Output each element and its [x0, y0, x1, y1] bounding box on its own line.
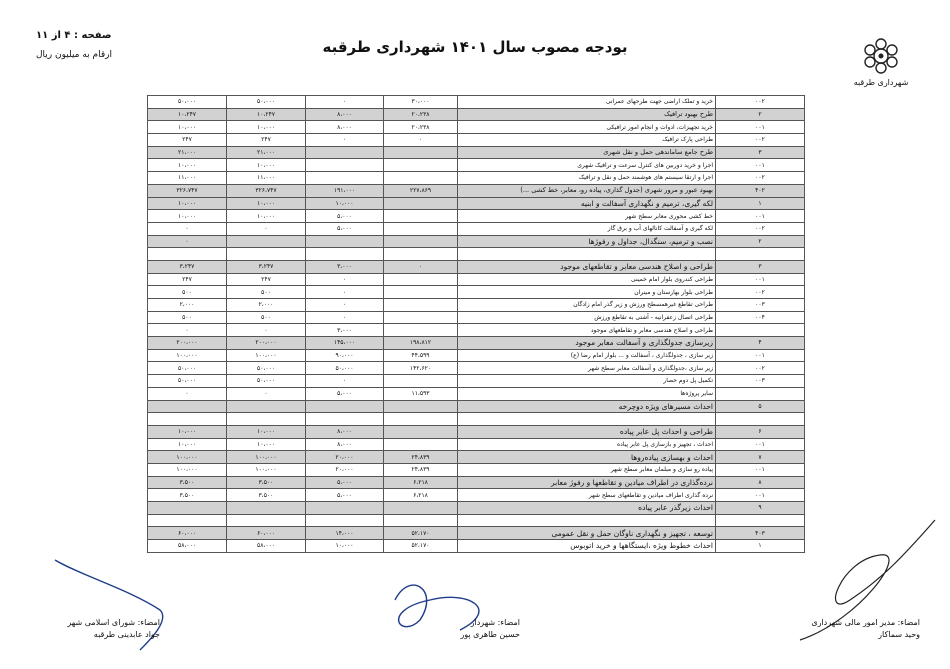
- logo-caption: شهرداری طرقبه: [853, 78, 909, 87]
- amount-col-1: ۲۰،۲۳۸: [384, 121, 458, 134]
- amount-col-4: ۲۴۷: [148, 134, 227, 147]
- amount-col-4: ۱۱،۰۰۰: [148, 172, 227, 185]
- amount-col-1: ۴۴،۵۹۹: [384, 349, 458, 362]
- amount-col-4: ۱۰،۰۰۰: [148, 210, 227, 223]
- amount-col-4: ۱۰،۰۰۰: [148, 438, 227, 451]
- amount-col-3: ۳،۲۴۷: [227, 260, 306, 273]
- amount-col-3: ۱۰۰،۰۰۰: [227, 463, 306, 476]
- code-cell: ۶: [716, 425, 805, 438]
- amount-col-1: ۲۴،۸۳۹: [384, 463, 458, 476]
- amount-col-1: ۰: [384, 260, 458, 273]
- amount-col-3: ۳،۵۰۰: [227, 489, 306, 502]
- description-cell: احداث مسیرهای ویژه دوچرخه: [458, 400, 716, 413]
- code-cell: ۰۰۲: [716, 96, 805, 109]
- description-cell: پیاده رو سازی و مبلمان معابر سطح شهر: [458, 463, 716, 476]
- amount-col-3: ۲۰۰،۰۰۰: [227, 337, 306, 350]
- description-cell: تکمیل پل دوم حصار: [458, 375, 716, 388]
- amount-col-4: ۱۰،۰۰۰: [148, 121, 227, 134]
- code-cell: ۵: [716, 400, 805, 413]
- amount-col-2: ۵،۰۰۰: [306, 387, 384, 400]
- mayor-signature-name: حسین طاهری پور: [460, 630, 520, 639]
- amount-col-4: ۱۰،۰۰۰: [148, 425, 227, 438]
- amount-col-4: ۰: [148, 387, 227, 400]
- code-cell: ۳: [716, 146, 805, 159]
- amount-col-2: ۵،۰۰۰: [306, 489, 384, 502]
- code-cell: ۰۰۱: [716, 159, 805, 172]
- amount-col-4: ۰: [148, 222, 227, 235]
- code-cell: ۰۰۱: [716, 210, 805, 223]
- description-cell: اجرا و خرید دوربین های کنترل سرعت و ترافیک شهری: [458, 159, 716, 172]
- amount-col-2: ۸،۰۰۰: [306, 121, 384, 134]
- amount-col-1: ۱۱،۵۹۳: [384, 387, 458, 400]
- description-cell: اجرا و ارتقا سیستم های هوشمند حمل و نقل و ترافیک: [458, 172, 716, 185]
- amount-col-2: ۱۰،۰۰۰: [306, 540, 384, 553]
- description-cell: طراحی و اصلاح هندسی معابر و تقاطعهای موجود: [458, 324, 716, 337]
- amount-col-4: ۶۰،۰۰۰: [148, 527, 227, 540]
- amount-col-4: ۳،۵۰۰: [148, 476, 227, 489]
- description-cell: بهبود عبور و مرور شهری (جدول گذاری، پیاده رو، معابر، خط کشی ...): [458, 184, 716, 197]
- amount-col-2: ۵،۰۰۰: [306, 222, 384, 235]
- amount-col-3: ۱۱،۰۰۰: [227, 172, 306, 185]
- amount-col-4: ۵۰،۰۰۰: [148, 362, 227, 375]
- code-cell: ۰۰۲: [716, 222, 805, 235]
- amount-col-1: ۱۴۲،۶۲۰: [384, 362, 458, 375]
- amount-col-4: ۵۰،۰۰۰: [148, 96, 227, 109]
- amount-col-4: ۳،۵۰۰: [148, 489, 227, 502]
- code-cell: ۷: [716, 451, 805, 464]
- code-cell: ۲: [716, 108, 805, 121]
- amount-col-1: ۳۰،۰۰۰: [384, 96, 458, 109]
- amount-col-1: ۵۲،۱۷۰: [384, 527, 458, 540]
- description-cell: طراحی کندروی بلوار امام خمینی: [458, 273, 716, 286]
- amount-col-1: ۲۰،۲۳۸: [384, 108, 458, 121]
- amount-col-1: ۶،۲۱۸: [384, 489, 458, 502]
- code-cell: ۲: [716, 235, 805, 248]
- council-signature-name: جواد عابدینی طرقبه: [93, 630, 160, 639]
- amount-col-2: ۵۰،۰۰۰: [306, 362, 384, 375]
- finance-signature-title: امضاء: مدیر امور مالی شهرداری: [811, 618, 920, 627]
- code-cell: ۰۰۲: [716, 362, 805, 375]
- code-cell: ۹: [716, 502, 805, 515]
- amount-col-2: ۳،۰۰۰: [306, 260, 384, 273]
- amount-col-1: ۲۲۷،۸۶۹: [384, 184, 458, 197]
- description-cell: طراحی و احداث پل عابر پیاده: [458, 425, 716, 438]
- code-cell: ۰۰۱: [716, 463, 805, 476]
- amount-col-2: ۰: [306, 311, 384, 324]
- code-cell: ۰۰۳: [716, 299, 805, 312]
- amount-col-4: ۱۰،۰۰۰: [148, 197, 227, 210]
- code-cell: ۰۰۲: [716, 286, 805, 299]
- amount-col-1: ۱۹۸،۸۱۲: [384, 337, 458, 350]
- code-cell: ۴۰۳: [716, 527, 805, 540]
- amount-col-2: ۸،۰۰۰: [306, 438, 384, 451]
- finance-signature: [770, 617, 920, 641]
- description-cell: طراحی پارک ترافیک: [458, 134, 716, 147]
- description-cell: نرده‌گذاری در اطراف میادین و تقاطعها و رفوژ معابر: [458, 476, 716, 489]
- amount-col-3: ۲۴۷: [227, 134, 306, 147]
- amount-col-4: ۲،۰۰۰: [148, 299, 227, 312]
- amount-col-3: ۵۰،۰۰۰: [227, 96, 306, 109]
- amount-col-4: ۱۰۰،۰۰۰: [148, 451, 227, 464]
- amount-col-3: ۲،۰۰۰: [227, 299, 306, 312]
- description-cell: احداث خطوط ویژه ،ایستگاهها و خرید اتوبوس: [458, 540, 716, 553]
- units-note: ارقام به میلیون ریال: [36, 50, 112, 60]
- amount-col-4: ۱۰،۲۴۷: [148, 108, 227, 121]
- amount-col-4: ۲۰۰،۰۰۰: [148, 337, 227, 350]
- amount-col-1: ۰: [384, 134, 458, 147]
- description-cell: نرده گذاری اطراف میادین و تقاطعهای سطح شهر: [458, 489, 716, 502]
- amount-col-3: ۵۰۰: [227, 286, 306, 299]
- description-cell: طرح بهبود ترافیک: [458, 108, 716, 121]
- finance-signature-name: وحید سماکار: [878, 630, 920, 639]
- description-cell: لکه گیری و آسفالت کانالهای آب و برق گاز: [458, 222, 716, 235]
- code-cell: ۰۰۱: [716, 273, 805, 286]
- amount-col-3: ۵۰،۰۰۰: [227, 375, 306, 388]
- amount-col-3: ۶۰،۰۰۰: [227, 527, 306, 540]
- amount-col-3: ۳،۵۰۰: [227, 476, 306, 489]
- amount-col-4: ۳،۲۴۷: [148, 260, 227, 273]
- amount-col-4: ۰: [148, 235, 227, 248]
- amount-col-3: ۱۰۰،۰۰۰: [227, 451, 306, 464]
- amount-col-2: ۰: [306, 299, 384, 312]
- description-cell: سایر پروژه‌ها: [458, 387, 716, 400]
- amount-col-4: ۱۰،۰۰۰: [148, 159, 227, 172]
- amount-col-2: ۲۰،۰۰۰: [306, 451, 384, 464]
- description-cell: طراحی اتصال زعفرانیه - آشتی به تقاطع ورزش: [458, 311, 716, 324]
- description-cell: نصب و ترمیم، سنگدال، جداول و رفوژها: [458, 235, 716, 248]
- code-cell: ۰۰۲: [716, 172, 805, 185]
- page-title: بودجه مصوب سال ۱۴۰۱ شهرداری طرقبه: [322, 38, 628, 56]
- description-cell: توسعه ، تجهیز و نگهداری ناوگان حمل و نقل عمومی: [458, 527, 716, 540]
- amount-col-2: ۵،۰۰۰: [306, 210, 384, 223]
- code-cell: ۰۰۳: [716, 375, 805, 388]
- description-cell: خرید و تملک اراضی جهت طرحهای عمرانی: [458, 96, 716, 109]
- amount-col-2: ۹۰،۰۰۰: [306, 349, 384, 362]
- amount-col-2: ۰: [306, 134, 384, 147]
- amount-col-4: ۵۰۰: [148, 311, 227, 324]
- amount-col-2: ۸،۰۰۰: [306, 108, 384, 121]
- amount-col-2: ۱۴۵،۰۰۰: [306, 337, 384, 350]
- description-cell: طرح جامع ساماندهی حمل و نقل شهری: [458, 146, 716, 159]
- amount-col-3: ۲۴۷: [227, 273, 306, 286]
- description-cell: طراحی بلوار بهارستان و مینران: [458, 286, 716, 299]
- amount-col-4: ۵۰۰: [148, 286, 227, 299]
- amount-col-3: ۵۰۰: [227, 311, 306, 324]
- description-cell: طراحی و اصلاح هندسی معابر و تقاطعهای موجود: [458, 260, 716, 273]
- amount-col-3: ۱۰،۰۰۰: [227, 197, 306, 210]
- amount-col-3: ۱۰۰،۰۰۰: [227, 349, 306, 362]
- code-cell: ۱: [716, 540, 805, 553]
- council-signature-title: امضاء: شورای اسلامی شهر: [67, 618, 160, 627]
- code-cell: ۰۰۴: [716, 311, 805, 324]
- description-cell: لکه گیری، ترمیم و نگهداری آسفالت و ابنیه: [458, 197, 716, 210]
- amount-col-4: ۱۰۰،۰۰۰: [148, 349, 227, 362]
- amount-col-2: ۰: [306, 375, 384, 388]
- amount-col-3: ۱۰،۰۰۰: [227, 425, 306, 438]
- amount-col-2: ۱۰،۰۰۰: [306, 197, 384, 210]
- code-cell: ۸: [716, 476, 805, 489]
- description-cell: زیرسازی جدولگذاری و آسفالت معابر موجود: [458, 337, 716, 350]
- description-cell: خط کشی محوری معابر سطح شهر: [458, 210, 716, 223]
- amount-col-4: ۱۰۰،۰۰۰: [148, 463, 227, 476]
- amount-col-3: ۰: [227, 222, 306, 235]
- description-cell: خرید تجهیزات، ادوات و انجام امور ترافیکی: [458, 121, 716, 134]
- description-cell: احداث ، تجهیز و بازسازی پل عابر پیاده: [458, 438, 716, 451]
- description-cell: زیر سازی ، جدولگذاری ، آسفالت و ... بلوار امام رضا (ع): [458, 349, 716, 362]
- amount-col-2: ۸،۰۰۰: [306, 425, 384, 438]
- description-cell: طراحی تقاطع غیرهمسطح ورزش و زیر گذر امام زادگان: [458, 299, 716, 312]
- amount-col-3: ۲۱،۰۰۰: [227, 146, 306, 159]
- code-cell: ۰۰۱: [716, 121, 805, 134]
- code-cell: ۱: [716, 197, 805, 210]
- code-cell: ۴: [716, 337, 805, 350]
- description-cell: احداث زیرگذر عابر پیاده: [458, 502, 716, 515]
- amount-col-4: ۰: [148, 324, 227, 337]
- amount-col-3: ۵۰،۰۰۰: [227, 362, 306, 375]
- description-cell: احداث و بهسازی پیاده‌روها: [458, 451, 716, 464]
- amount-col-1: ۲۴،۸۳۹: [384, 451, 458, 464]
- amount-col-2: ۰: [306, 286, 384, 299]
- amount-col-3: ۱۰،۰۰۰: [227, 210, 306, 223]
- code-cell: ۰۰۱: [716, 349, 805, 362]
- amount-col-1: ۵۲،۱۷۰: [384, 540, 458, 553]
- code-cell: ۰۰۱: [716, 438, 805, 451]
- amount-col-3: ۱۰،۰۰۰: [227, 121, 306, 134]
- amount-col-2: ۳،۰۰۰: [306, 324, 384, 337]
- amount-col-2: ۰: [306, 96, 384, 109]
- amount-col-3: ۰: [227, 324, 306, 337]
- amount-col-2: ۱۹۱،۰۰۰: [306, 184, 384, 197]
- amount-col-4: ۳۲۶،۷۴۷: [148, 184, 227, 197]
- code-cell: ۳: [716, 260, 805, 273]
- amount-col-2: ۰: [306, 273, 384, 286]
- code-cell: ۰۰۲: [716, 134, 805, 147]
- amount-col-3: ۱۰،۰۰۰: [227, 438, 306, 451]
- mayor-signature: [420, 617, 520, 641]
- amount-col-1: ۶،۲۱۸: [384, 476, 458, 489]
- mayor-signature-title: امضاء: شهردار: [470, 618, 520, 627]
- amount-col-3: ۱۰،۲۴۷: [227, 108, 306, 121]
- amount-col-3: ۵۸،۰۰۰: [227, 540, 306, 553]
- page-number: صفحه : ۴ از ۱۱: [36, 30, 112, 41]
- code-cell: ۰۰۱: [716, 489, 805, 502]
- amount-col-2: ۲۰،۰۰۰: [306, 463, 384, 476]
- amount-col-4: ۲۴۷: [148, 273, 227, 286]
- amount-col-2: ۱۴،۰۰۰: [306, 527, 384, 540]
- amount-col-4: ۵۰،۰۰۰: [148, 375, 227, 388]
- description-cell: زیر سازی ،جدولگذاری و آسفالت معابر سطح شهر: [458, 362, 716, 375]
- code-cell: ۴۰۲: [716, 184, 805, 197]
- amount-col-4: ۲۱،۰۰۰: [148, 146, 227, 159]
- amount-col-3: ۳۲۶،۷۴۷: [227, 184, 306, 197]
- amount-col-3: ۱۰،۰۰۰: [227, 159, 306, 172]
- amount-col-2: ۵،۰۰۰: [306, 476, 384, 489]
- council-signature: [40, 617, 160, 641]
- amount-col-3: ۰: [227, 387, 306, 400]
- amount-col-4: ۵۸،۰۰۰: [148, 540, 227, 553]
